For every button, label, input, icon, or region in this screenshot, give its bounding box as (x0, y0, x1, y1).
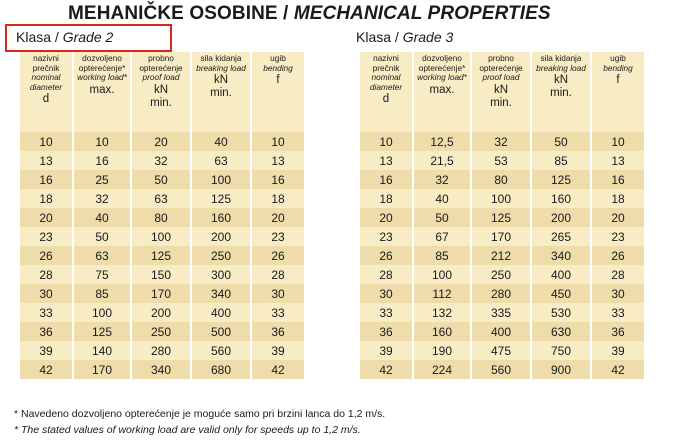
cell-proof-load: 475 (472, 341, 530, 360)
table-row (20, 246, 304, 265)
table-row (360, 170, 644, 189)
grade3-table (358, 52, 646, 379)
col-header-bending: ugib bending f (592, 52, 644, 132)
cell-proof-load: 50 (132, 170, 190, 189)
cell-diameter: 10 (360, 132, 412, 151)
cell-breaking-load: 40 (192, 132, 250, 151)
cell-working-load: 16 (74, 151, 130, 170)
page-title (68, 3, 551, 25)
cell-proof-load: 250 (132, 322, 190, 341)
col-header-bending: ugib bending f (252, 52, 304, 132)
cell-diameter: 16 (360, 170, 412, 189)
cell-bending: 18 (252, 189, 304, 208)
table-row (20, 189, 304, 208)
cell-proof-load: 200 (132, 303, 190, 322)
cell-diameter: 33 (20, 303, 72, 322)
cell-breaking-load: 560 (192, 341, 250, 360)
cell-working-load: 50 (414, 208, 470, 227)
table-row (360, 341, 644, 360)
col-header-working-load: dozvoljeno opterećenje* working load* max. (74, 52, 130, 132)
cell-breaking-load: 265 (532, 227, 590, 246)
cell-bending: 39 (592, 341, 644, 360)
col-header-working-load: dozvoljeno opterećenje* working load* max. (414, 52, 470, 132)
cell-diameter: 13 (20, 151, 72, 170)
cell-bending: 30 (592, 284, 644, 303)
table-row (20, 284, 304, 303)
table-row (360, 246, 644, 265)
cell-bending: 23 (592, 227, 644, 246)
cell-diameter: 39 (360, 341, 412, 360)
cell-breaking-load: 340 (532, 246, 590, 265)
cell-bending: 26 (592, 246, 644, 265)
cell-working-load: 132 (414, 303, 470, 322)
cell-working-load: 140 (74, 341, 130, 360)
cell-diameter: 42 (360, 360, 412, 379)
cell-proof-load: 560 (472, 360, 530, 379)
cell-breaking-load: 340 (192, 284, 250, 303)
cell-breaking-load: 630 (532, 322, 590, 341)
col-header-proof-load: probno opterećenje proof load kN min. (132, 52, 190, 132)
cell-breaking-load: 200 (192, 227, 250, 246)
cell-breaking-load: 400 (192, 303, 250, 322)
table-row (360, 265, 644, 284)
cell-working-load: 125 (74, 322, 130, 341)
cell-bending: 23 (252, 227, 304, 246)
table-row (360, 151, 644, 170)
cell-proof-load: 400 (472, 322, 530, 341)
cell-breaking-load: 530 (532, 303, 590, 322)
cell-breaking-load: 63 (192, 151, 250, 170)
grade3-label: Klasa / Grade 3 (356, 29, 454, 45)
table-row (20, 303, 304, 322)
cell-bending: 10 (252, 132, 304, 151)
table-row (360, 189, 644, 208)
cell-bending: 33 (592, 303, 644, 322)
cell-proof-load: 80 (472, 170, 530, 189)
cell-diameter: 26 (360, 246, 412, 265)
cell-breaking-load: 680 (192, 360, 250, 379)
cell-breaking-load: 160 (192, 208, 250, 227)
cell-proof-load: 280 (132, 341, 190, 360)
cell-bending: 36 (592, 322, 644, 341)
cell-diameter: 28 (20, 265, 72, 284)
cell-working-load: 160 (414, 322, 470, 341)
cell-working-load: 190 (414, 341, 470, 360)
cell-working-load: 112 (414, 284, 470, 303)
cell-proof-load: 53 (472, 151, 530, 170)
cell-bending: 39 (252, 341, 304, 360)
table-row (20, 208, 304, 227)
cell-diameter: 20 (20, 208, 72, 227)
col-header-breaking-load: sila kidanja breaking load kN min. (532, 52, 590, 132)
col-header-breaking-load: sila kidanja breaking load kN min. (192, 52, 250, 132)
cell-diameter: 10 (20, 132, 72, 151)
grade2-table (18, 52, 306, 379)
cell-breaking-load: 300 (192, 265, 250, 284)
cell-proof-load: 250 (472, 265, 530, 284)
cell-proof-load: 125 (132, 246, 190, 265)
cell-bending: 30 (252, 284, 304, 303)
cell-proof-load: 335 (472, 303, 530, 322)
cell-breaking-load: 450 (532, 284, 590, 303)
cell-bending: 13 (592, 151, 644, 170)
cell-breaking-load: 125 (192, 189, 250, 208)
cell-proof-load: 100 (472, 189, 530, 208)
cell-bending: 28 (592, 265, 644, 284)
table-row (360, 227, 644, 246)
table-row (360, 208, 644, 227)
cell-diameter: 18 (360, 189, 412, 208)
cell-proof-load: 80 (132, 208, 190, 227)
cell-bending: 36 (252, 322, 304, 341)
cell-working-load: 12,5 (414, 132, 470, 151)
cell-proof-load: 32 (472, 132, 530, 151)
cell-diameter: 23 (20, 227, 72, 246)
table-row (20, 151, 304, 170)
title-en: MECHANICAL PROPERTIES (293, 3, 551, 24)
cell-proof-load: 20 (132, 132, 190, 151)
cell-breaking-load: 100 (192, 170, 250, 189)
cell-diameter: 36 (360, 322, 412, 341)
col-header-proof-load: probno opterećenje proof load kN min. (472, 52, 530, 132)
cell-breaking-load: 750 (532, 341, 590, 360)
cell-proof-load: 63 (132, 189, 190, 208)
cell-breaking-load: 50 (532, 132, 590, 151)
cell-breaking-load: 400 (532, 265, 590, 284)
cell-proof-load: 100 (132, 227, 190, 246)
table-row (360, 132, 644, 151)
table-row (20, 170, 304, 189)
table-row (20, 360, 304, 379)
cell-proof-load: 212 (472, 246, 530, 265)
cell-diameter: 36 (20, 322, 72, 341)
table-row (20, 341, 304, 360)
col-header-diameter: nazivni prečnik nominal diameter d (360, 52, 412, 132)
cell-bending: 42 (252, 360, 304, 379)
cell-working-load: 21,5 (414, 151, 470, 170)
cell-working-load: 85 (74, 284, 130, 303)
cell-diameter: 26 (20, 246, 72, 265)
cell-bending: 33 (252, 303, 304, 322)
cell-diameter: 30 (20, 284, 72, 303)
cell-proof-load: 340 (132, 360, 190, 379)
cell-proof-load: 170 (472, 227, 530, 246)
footnote-en: * The stated values of working load are valid only for speeds up to 1,2 m/s. (14, 424, 361, 436)
cell-diameter: 33 (360, 303, 412, 322)
table-row (20, 265, 304, 284)
cell-bending: 42 (592, 360, 644, 379)
cell-working-load: 67 (414, 227, 470, 246)
cell-breaking-load: 500 (192, 322, 250, 341)
cell-diameter: 28 (360, 265, 412, 284)
table-row (360, 303, 644, 322)
footnote-sr: * Navedeno dozvoljeno opterećenje je moguće samo pri brzini lanca do 1,2 m/s. (14, 408, 386, 420)
cell-proof-load: 150 (132, 265, 190, 284)
cell-diameter: 30 (360, 284, 412, 303)
cell-diameter: 16 (20, 170, 72, 189)
cell-working-load: 25 (74, 170, 130, 189)
cell-bending: 18 (592, 189, 644, 208)
cell-bending: 16 (252, 170, 304, 189)
cell-diameter: 23 (360, 227, 412, 246)
cell-diameter: 20 (360, 208, 412, 227)
table-row (360, 360, 644, 379)
cell-working-load: 224 (414, 360, 470, 379)
title-sr: MEHANIČKE OSOBINE / (68, 3, 289, 24)
cell-working-load: 100 (74, 303, 130, 322)
grade2-label: Klasa / Grade 2 (16, 29, 114, 45)
cell-bending: 16 (592, 170, 644, 189)
cell-working-load: 50 (74, 227, 130, 246)
table-row (20, 227, 304, 246)
cell-breaking-load: 85 (532, 151, 590, 170)
cell-working-load: 170 (74, 360, 130, 379)
cell-breaking-load: 250 (192, 246, 250, 265)
cell-working-load: 10 (74, 132, 130, 151)
cell-diameter: 39 (20, 341, 72, 360)
col-header-diameter: nazivni prečnik nominal diameter d (20, 52, 72, 132)
cell-proof-load: 125 (472, 208, 530, 227)
cell-working-load: 40 (74, 208, 130, 227)
table-row (20, 132, 304, 151)
cell-bending: 13 (252, 151, 304, 170)
cell-diameter: 18 (20, 189, 72, 208)
cell-bending: 10 (592, 132, 644, 151)
cell-working-load: 40 (414, 189, 470, 208)
cell-working-load: 32 (74, 189, 130, 208)
cell-bending: 28 (252, 265, 304, 284)
cell-working-load: 32 (414, 170, 470, 189)
cell-working-load: 75 (74, 265, 130, 284)
cell-working-load: 85 (414, 246, 470, 265)
table-row (360, 322, 644, 341)
cell-diameter: 13 (360, 151, 412, 170)
cell-breaking-load: 160 (532, 189, 590, 208)
cell-breaking-load: 200 (532, 208, 590, 227)
cell-proof-load: 32 (132, 151, 190, 170)
cell-diameter: 42 (20, 360, 72, 379)
cell-working-load: 100 (414, 265, 470, 284)
table-row (20, 322, 304, 341)
cell-bending: 20 (592, 208, 644, 227)
cell-bending: 20 (252, 208, 304, 227)
cell-working-load: 63 (74, 246, 130, 265)
cell-breaking-load: 900 (532, 360, 590, 379)
table-row (360, 284, 644, 303)
cell-breaking-load: 125 (532, 170, 590, 189)
cell-proof-load: 170 (132, 284, 190, 303)
cell-bending: 26 (252, 246, 304, 265)
cell-proof-load: 280 (472, 284, 530, 303)
